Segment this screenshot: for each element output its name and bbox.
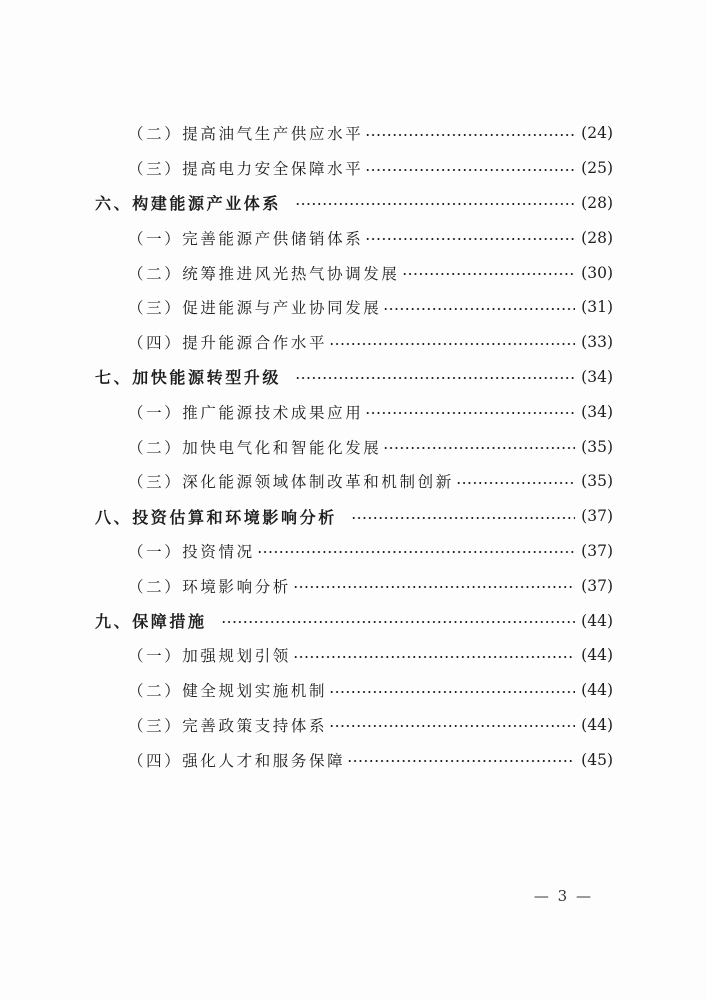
toc-page-number: (33) [581, 333, 613, 352]
toc-section-entry[interactable] [0, 499, 707, 534]
toc-section-entry[interactable] [0, 186, 707, 221]
toc-subsection-entry[interactable] [0, 638, 707, 673]
toc-entry-title: （三）完善政策支持体系 [128, 716, 328, 735]
toc-page-number: (44) [581, 715, 613, 734]
toc-entry-title: （二）统筹推进风光热气协调发展 [128, 264, 400, 283]
dot-leader [329, 725, 575, 727]
toc-subsection-entry[interactable] [0, 394, 707, 429]
dot-leader [329, 343, 575, 345]
page-number: — 3 — [533, 887, 593, 905]
toc-entry-title: （二）提高油气生产供应水平 [128, 125, 364, 144]
toc-page-number: (25) [581, 159, 613, 178]
dot-leader [295, 203, 575, 205]
toc-subsection-entry[interactable] [0, 116, 707, 151]
toc-entry-title: 七、加快能源转型升级 [95, 368, 282, 388]
dot-leader [383, 308, 575, 310]
dot-leader [351, 517, 575, 519]
toc-page-number: (35) [581, 472, 613, 491]
toc-subsection-entry[interactable] [0, 220, 707, 255]
toc-entry-title: （二）加快电气化和智能化发展 [128, 438, 382, 457]
toc-subsection-entry[interactable] [0, 151, 707, 186]
dot-leader [257, 551, 575, 553]
toc-page-number: (44) [581, 611, 613, 630]
toc-page-number: (31) [581, 298, 613, 317]
dot-leader [365, 169, 575, 171]
toc-subsection-entry[interactable] [0, 325, 707, 360]
toc-entry-title: （一）投资情况 [128, 542, 255, 561]
toc-entry-title: 九、保障措施 [95, 612, 207, 632]
table-of-contents [0, 116, 707, 777]
dot-leader [365, 134, 575, 136]
dot-leader [347, 760, 575, 762]
dot-leader [383, 447, 575, 449]
toc-subsection-entry[interactable] [0, 290, 707, 325]
toc-page-number: (34) [581, 402, 613, 421]
toc-page-number: (45) [581, 750, 613, 769]
toc-page-number: (37) [581, 507, 613, 526]
toc-page-number: (44) [581, 646, 613, 665]
toc-entry-title: （三）促进能源与产业协同发展 [128, 299, 382, 318]
toc-entry-title: （一）加强规划引领 [128, 647, 291, 666]
toc-subsection-entry[interactable] [0, 534, 707, 569]
toc-subsection-entry[interactable] [0, 708, 707, 743]
toc-entry-title: （四）提升能源合作水平 [128, 334, 328, 353]
toc-page-number: (24) [581, 124, 613, 143]
dot-leader [293, 586, 575, 588]
dot-leader [221, 621, 576, 623]
dot-leader [365, 412, 575, 414]
dot-leader [329, 691, 575, 693]
toc-entry-title: （二）环境影响分析 [128, 577, 291, 596]
toc-page-number: (28) [581, 193, 613, 212]
toc-entry-title: 八、投资估算和环境影响分析 [95, 507, 337, 527]
toc-subsection-entry[interactable] [0, 255, 707, 290]
toc-page-number: (34) [581, 367, 613, 386]
toc-section-entry[interactable] [0, 603, 707, 638]
dot-leader [293, 656, 575, 658]
dot-leader [402, 273, 576, 275]
toc-entry-title: （三）提高电力安全保障水平 [128, 160, 364, 179]
toc-page-number: (30) [581, 263, 613, 282]
toc-entry-title: （一）完善能源产供储销体系 [128, 229, 364, 248]
toc-subsection-entry[interactable] [0, 429, 707, 464]
toc-entry-title: （四）强化人才和服务保障 [128, 751, 346, 770]
toc-section-entry[interactable] [0, 360, 707, 395]
toc-entry-title: （二）健全规划实施机制 [128, 682, 328, 701]
toc-page-number: (35) [581, 437, 613, 456]
toc-entry-title: （三）深化能源领域体制改革和机制创新 [128, 473, 454, 492]
dot-leader [456, 482, 575, 484]
toc-subsection-entry[interactable] [0, 673, 707, 708]
toc-subsection-entry[interactable] [0, 464, 707, 499]
dot-leader [295, 377, 575, 379]
toc-subsection-entry[interactable] [0, 742, 707, 777]
toc-page-number: (37) [581, 541, 613, 560]
toc-entry-title: （一）推广能源技术成果应用 [128, 403, 364, 422]
toc-page-number: (37) [581, 576, 613, 595]
toc-page-number: (44) [581, 681, 613, 700]
toc-page-number: (28) [581, 228, 613, 247]
dot-leader [365, 238, 575, 240]
toc-entry-title: 六、构建能源产业体系 [95, 194, 282, 214]
toc-subsection-entry[interactable] [0, 568, 707, 603]
page-footer [0, 887, 707, 905]
